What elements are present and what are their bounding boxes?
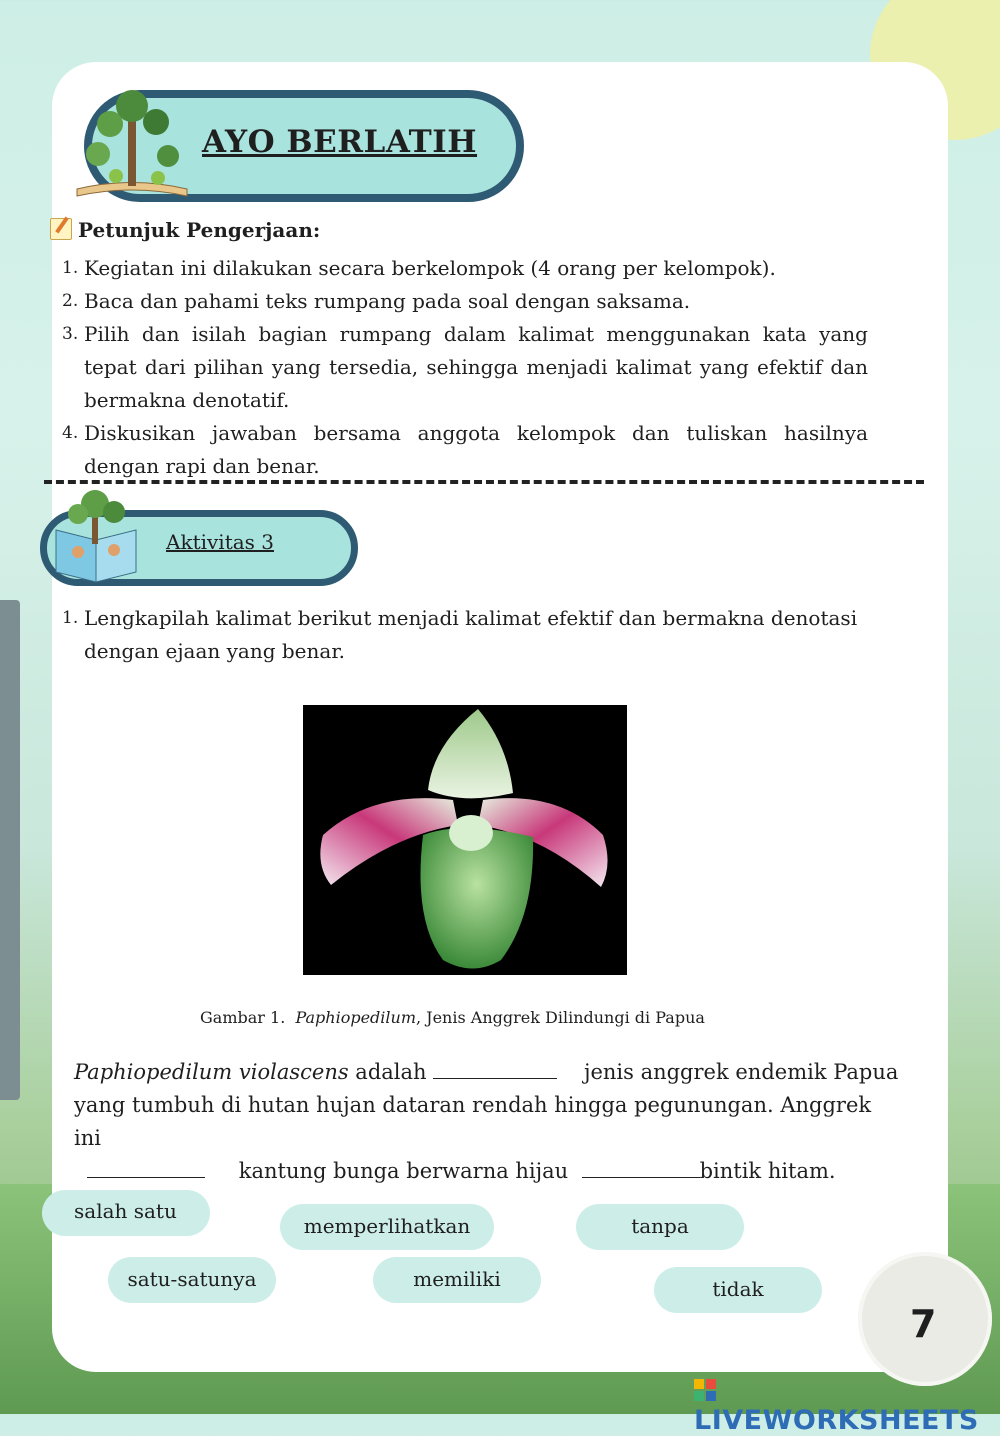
option-chip[interactable]: memperlihatkan	[280, 1204, 494, 1250]
memo-icon	[50, 218, 72, 240]
option-chip[interactable]: tanpa	[576, 1204, 744, 1250]
question-1	[62, 602, 894, 668]
orchid-image	[303, 705, 627, 975]
answer-blank-1[interactable]	[433, 1056, 557, 1079]
caption-prefix: Gambar 1.	[200, 1008, 286, 1027]
paragraph-text: bintik hitam.	[699, 1159, 836, 1183]
brand-logo	[694, 1374, 1000, 1436]
list-item	[62, 318, 868, 417]
option-chip[interactable]: satu-satunya	[108, 1257, 276, 1303]
tree-book-illustration	[72, 84, 192, 199]
item-text: Pilih dan isilah bagian rumpang dalam kalimat menggunakan kata yang tepat dari pilihan yang tersedia, sehingga menjadi kalimat yang efektif dan bermakna denotatif.	[84, 322, 868, 412]
answer-blank-3[interactable]	[582, 1155, 700, 1178]
list-item	[62, 417, 868, 483]
dashed-divider	[44, 480, 924, 484]
item-number: 2.	[62, 291, 79, 311]
activity-label: Aktivitas 3	[166, 530, 274, 554]
brand-text: LIVEWORKSHEETS	[694, 1405, 979, 1436]
paragraph-text: kantung bunga berwarna hijau	[232, 1159, 575, 1183]
caption-species: Paphiopedilum	[295, 1008, 416, 1027]
instructions-heading	[50, 218, 320, 242]
item-number: 4.	[62, 423, 79, 443]
instructions-list	[62, 252, 868, 483]
item-text: Kegiatan ini dilakukan secara berkelompok (4 orang per kelompok).	[84, 256, 776, 280]
figure-caption	[200, 1008, 705, 1027]
list-item	[62, 252, 868, 285]
option-chip[interactable]: tidak	[654, 1267, 822, 1313]
page-number: 7	[910, 1302, 937, 1346]
liveworksheets-icon	[694, 1379, 716, 1401]
caption-rest: , Jenis Anggrek Dilindungi di Papua	[416, 1008, 705, 1027]
option-chip[interactable]: salah satu	[42, 1190, 210, 1236]
item-text: Diskusikan jawaban bersama anggota kelompok dan tuliskan hasilnya dengan rapi dan benar.	[84, 421, 868, 478]
paragraph-text: jenis anggrek endemik Papua yang tumbuh di hutan hujan dataran rendah hingga pegunungan. Anggrek ini	[74, 1060, 899, 1150]
instructions-heading-text: Petunjuk Pengerjaan:	[78, 218, 321, 242]
orchid-photo	[303, 705, 627, 975]
item-number: 1.	[62, 258, 79, 278]
answer-blank-2[interactable]	[87, 1155, 205, 1178]
question-number: 1.	[62, 608, 79, 628]
item-number: 3.	[62, 324, 79, 344]
cloze-paragraph	[74, 1056, 904, 1188]
paragraph-text: adalah	[348, 1060, 434, 1084]
question-text: Lengkapilah kalimat berikut menjadi kalimat efektif dan bermakna denotasi dengan ejaan yang benar.	[84, 606, 858, 663]
list-item	[62, 285, 868, 318]
item-text: Baca dan pahami teks rumpang pada soal dengan saksama.	[84, 289, 691, 313]
kids-book-illustration	[48, 490, 143, 585]
species-name: Paphiopedilum violascens	[74, 1060, 349, 1084]
option-chip[interactable]: memiliki	[373, 1257, 541, 1303]
page-title: AYO BERLATIH	[202, 124, 478, 160]
background-tower	[0, 600, 20, 1100]
